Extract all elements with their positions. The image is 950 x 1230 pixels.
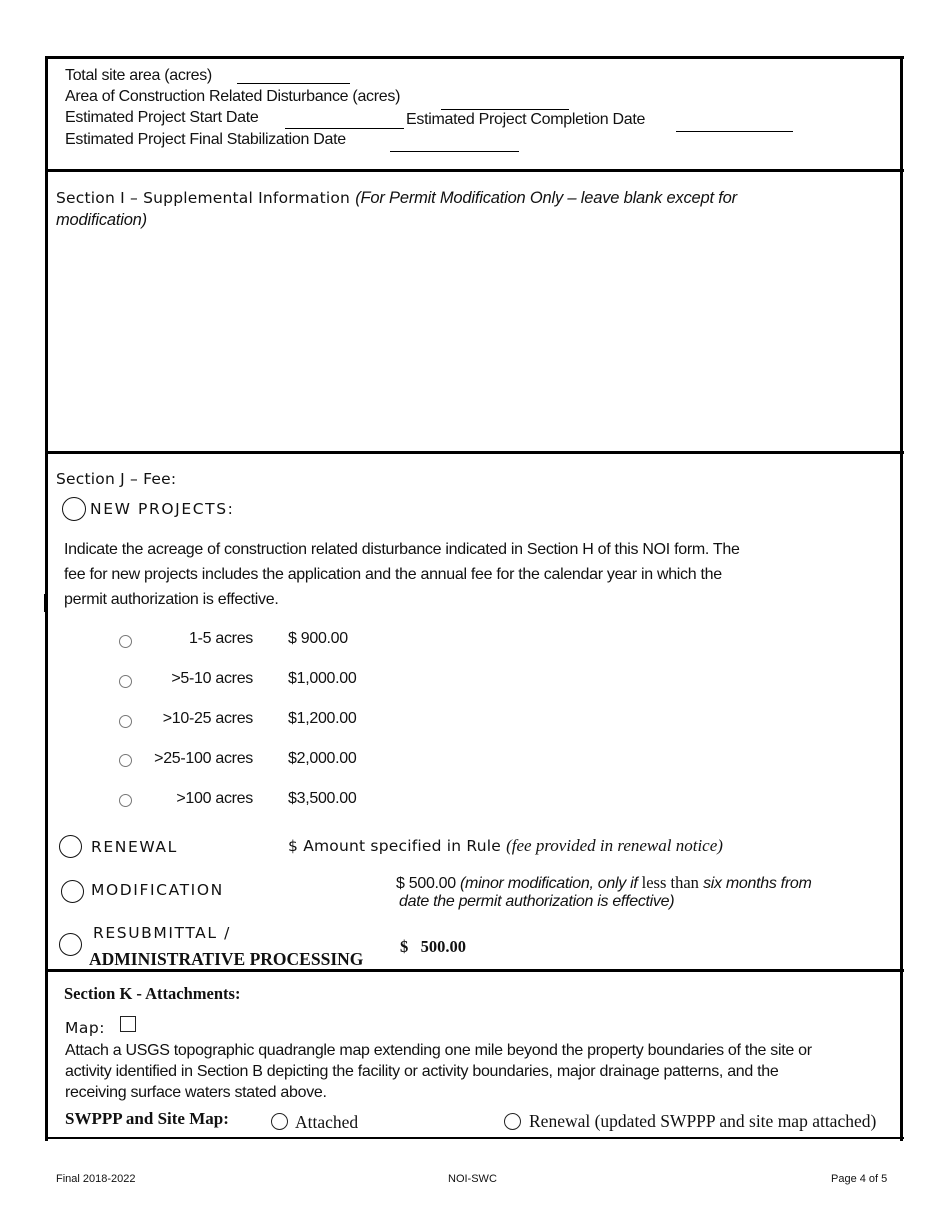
swppp-label: SWPPP and Site Map: [65,1109,229,1128]
fee-option-acres: >25-100 acres [154,750,253,767]
modification-radio[interactable] [61,880,84,903]
divider-section-i [45,451,904,454]
map-desc-1: Attach a USGS topographic quadrangle map extending one mile beyond the property boundaries of the site or [65,1042,812,1059]
section-k-title: Section K - Attachments: [64,984,241,1003]
fee-option-acres: >5-10 acres [171,670,253,687]
renewal-fee [288,836,723,856]
margin-tick [44,594,48,612]
section-i-note: (For Permit Modification Only – leave blank except for [355,189,737,207]
completion-date-field[interactable] [676,131,793,132]
fee-option-radio[interactable] [119,754,132,767]
new-projects-desc-1: Indicate the acreage of construction related disturbance indicated in Section H of this NOI form. The [64,541,740,558]
modification-fee [396,873,811,893]
section-j-title: Section J – Fee: [56,470,177,488]
divider-site-info [45,169,904,172]
swppp-attached-radio[interactable] [271,1113,288,1130]
fee-option-acres: >10-25 acres [162,710,253,727]
swppp-renewal-label: Renewal (updated SWPPP and site map attached) [529,1111,877,1131]
resubmittal-amount: $ 500.00 [400,937,466,956]
modification-note-b: less than [641,873,699,892]
fee-option-amount: $1,000.00 [288,670,357,687]
completion-date-label: Estimated Project Completion Date [406,111,646,128]
map-checkbox[interactable] [120,1016,136,1032]
fee-option-radio[interactable] [119,675,132,688]
total-area-label: Total site area (acres) [65,67,212,84]
supplemental-info-area[interactable] [55,236,895,444]
fee-option-radio[interactable] [119,715,132,728]
map-label: Map: [65,1019,105,1037]
fee-option-acres: 1-5 acres [189,630,253,647]
fee-option-amount: $2,000.00 [288,750,357,767]
footer-page-number: Page 4 of 5 [831,1173,888,1185]
resubmittal-radio[interactable] [59,933,82,956]
new-projects-desc-2: fee for new projects includes the application and the annual fee for the calendar year in which the [64,566,722,583]
modification-note-line2: date the permit authorization is effective) [399,893,675,910]
fee-option-amount: $1,200.00 [288,710,357,727]
map-desc-3: receiving surface waters stated above. [65,1084,327,1101]
modification-amount: $ 500.00 [396,875,461,892]
swppp-renewal-radio[interactable] [504,1113,521,1130]
footer-version: Final 2018-2022 [56,1173,136,1185]
form-bottom-border [45,1137,904,1139]
renewal-label: RENEWAL [91,838,178,856]
disturbance-field[interactable] [441,109,569,110]
disturbance-label: Area of Construction Related Disturbance (acres) [65,88,401,105]
modification-label: MODIFICATION [91,881,224,899]
modification-note-a: (minor modification, only if [460,875,642,892]
fee-option-radio[interactable] [119,794,132,807]
map-desc-2: activity identified in Section B depicting the facility or activity boundaries, major drainage patterns, and the [65,1063,779,1080]
footer-form-id: NOI-SWC [448,1173,497,1185]
fee-option-radio[interactable] [119,635,132,648]
total-area-field[interactable] [237,83,350,84]
new-projects-desc-3: permit authorization is effective. [64,591,279,608]
fee-option-amount: $ 900.00 [288,630,348,647]
new-projects-radio[interactable] [62,497,86,521]
start-date-label: Estimated Project Start Date [65,109,259,126]
section-i-note-line2: modification) [56,211,147,229]
form-right-border [900,56,903,1141]
renewal-amount: $ Amount specified in Rule [288,837,507,855]
renewal-radio[interactable] [59,835,82,858]
fee-option-acres: >100 acres [176,790,253,807]
swppp-attached-label: Attached [295,1112,359,1132]
new-projects-label: NEW PROJECTS: [90,500,235,518]
resubmittal-label-2: ADMINISTRATIVE PROCESSING [89,949,364,969]
start-date-field[interactable] [285,128,404,129]
stabilization-date-label: Estimated Project Final Stabilization Date [65,131,346,148]
form-top-border [45,56,904,59]
resubmittal-label-1: RESUBMITTAL / [93,924,231,942]
fee-option-amount: $3,500.00 [288,790,357,807]
section-i-title [56,189,737,208]
section-i-heading: Section I – Supplemental Information [56,189,356,207]
modification-note-c: six months from [698,875,812,892]
renewal-note: (fee provided in renewal notice) [506,836,723,855]
stabilization-date-field[interactable] [390,151,519,152]
